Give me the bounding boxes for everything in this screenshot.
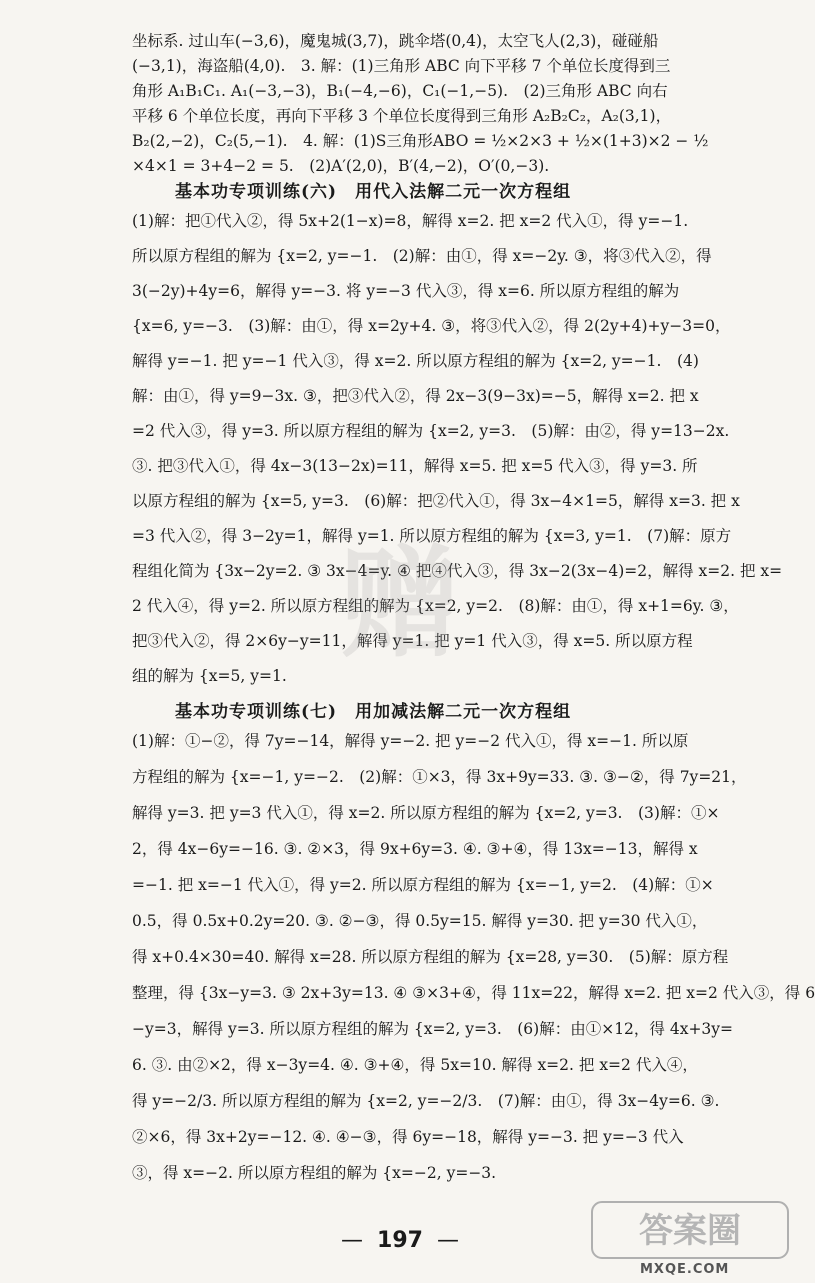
text-line: ③. 把③代入①，得 4x−3(13−2x)=11，解得 x=5. 把 x=5 代入③，得 y=3. 所 bbox=[132, 457, 698, 475]
logo-glyph-text: 答案圈 bbox=[639, 1211, 741, 1251]
section-heading-7: 基本功专项训练(七) 用加减法解二元一次方程组 bbox=[175, 702, 572, 722]
text-line: 角形 A₁B₁C₁. A₁(−3,−3)，B₁(−4,−6)，C₁(−1,−5). (2)三角形 ABC 向右 bbox=[132, 82, 668, 100]
text-line: ×4×1 = 3+4−2 = 5. (2)A′(2,0)，B′(4,−2)，O′(0,−3). bbox=[132, 157, 550, 175]
logo-domain-text: MXQE.COM bbox=[640, 1262, 730, 1277]
text-line: 所以原方程组的解为 {x=2, y=−1. (2)解：由①，得 x=−2y. ③，将③代入②，得 bbox=[132, 247, 712, 265]
text-line: 得 y=−2/3. 所以原方程组的解为 {x=2, y=−2/3. (7)解：由①，得 3x−4y=6. ③. bbox=[132, 1092, 720, 1110]
text-line: (1)解：①−②，得 7y=−14，解得 y=−2. 把 y=−2 代入①，得 x=−1. 所以原 bbox=[132, 732, 689, 750]
section-heading-6: 基本功专项训练(六) 用代入法解二元一次方程组 bbox=[175, 182, 572, 202]
text-line: 组的解为 {x=5, y=1. bbox=[132, 667, 287, 685]
text-line: 2，得 4x−6y=−16. ③. ②×3，得 9x+6y=3. ④. ③+④，得 13x=−13，解得 x bbox=[132, 840, 698, 858]
text-line: 把③代入②，得 2×6y−y=11，解得 y=1. 把 y=1 代入③，得 x=5. 所以原方程 bbox=[132, 632, 693, 650]
text-line: 6. ③. 由②×2，得 x−3y=4. ④. ③+④，得 5x=10. 解得 x=2. 把 x=2 代入④， bbox=[132, 1056, 698, 1074]
text-line: 解：由①，得 y=9−3x. ③，把③代入②，得 2x−3(9−3x)=−5，解得 x=2. 把 x bbox=[132, 387, 699, 405]
text-line: B₂(2,−2)，C₂(5,−1). 4. 解：(1)S三角形ABO = ½×2×3 + ½×(1+3)×2 − ½ bbox=[132, 132, 709, 150]
watermark-stamp: 赠 bbox=[340, 535, 460, 674]
text-line: 以原方程组的解为 {x=5, y=3. (6)解：把②代入①，得 3x−4×1=5，解得 x=3. 把 x bbox=[132, 492, 740, 510]
text-line: 平移 6 个单位长度，再向下平移 3 个单位长度得到三角形 A₂B₂C₂，A₂(3,1)， bbox=[132, 107, 672, 125]
text-line: 得 x+0.4×30=40. 解得 x=28. 所以原方程组的解为 {x=28, y=30. (5)解：原方程 bbox=[132, 948, 729, 966]
page-number-dash-left: — bbox=[341, 1228, 364, 1253]
page-number-dash-right: — bbox=[436, 1228, 459, 1253]
text-line: 程组化简为 {3x−2y=2. ③ 3x−4=y. ④ 把④代入③，得 3x−2(3x−4)=2，解得 x=2. 把 x= bbox=[132, 562, 783, 580]
text-line: 解得 y=−1. 把 y=−1 代入③，得 x=2. 所以原方程组的解为 {x=2, y=−1. (4) bbox=[132, 352, 699, 370]
text-line: 坐标系. 过山车(−3,6)，魔鬼城(3,7)，跳伞塔(0,4)，太空飞人(2,3)，碰碰船 bbox=[132, 32, 659, 50]
text-line: −y=3，解得 y=3. 所以原方程组的解为 {x=2, y=3. (6)解：由①×12，得 4x+3y= bbox=[132, 1020, 734, 1038]
page-number-value: 197 bbox=[377, 1228, 423, 1253]
text-line: 整理，得 {3x−y=3. ③ 2x+3y=13. ④ ③×3+④，得 11x=22，解得 x=2. 把 x=2 代入③，得 6 bbox=[132, 984, 815, 1002]
text-line: 方程组的解为 {x=−1, y=−2. (2)解：①×3，得 3x+9y=33. ③. ③−②，得 7y=21， bbox=[132, 768, 747, 786]
text-line: =2 代入③，得 y=3. 所以原方程组的解为 {x=2, y=3. (5)解：由②，得 y=13−2x. bbox=[132, 422, 730, 440]
text-line: (−3,1)，海盗船(4,0). 3. 解：(1)三角形 ABC 向下平移 7 个单位长度得到三 bbox=[132, 57, 671, 75]
text-line: ③，得 x=−2. 所以原方程组的解为 {x=−2, y=−3. bbox=[132, 1164, 497, 1182]
text-line: =3 代入②，得 3−2y=1，解得 y=1. 所以原方程组的解为 {x=3, y=1. (7)解：原方 bbox=[132, 527, 732, 545]
text-line: (1)解：把①代入②，得 5x+2(1−x)=8，解得 x=2. 把 x=2 代入①，得 y=−1. bbox=[132, 212, 689, 230]
text-line: {x=6, y=−3. (3)解：由①，得 x=2y+4. ③，将③代入②，得 2(2y+4)+y−3=0， bbox=[132, 317, 731, 335]
text-line: 0.5，得 0.5x+0.2y=20. ③. ②−③，得 0.5y=15. 解得 y=30. 把 y=30 代入①， bbox=[132, 912, 708, 930]
text-line: =−1. 把 x=−1 代入①，得 y=2. 所以原方程组的解为 {x=−1, y=2. (4)解：①× bbox=[132, 876, 714, 894]
text-line: 解得 y=3. 把 y=3 代入①，得 x=2. 所以原方程组的解为 {x=2, y=3. (3)解：①× bbox=[132, 804, 720, 822]
text-line: 3(−2y)+4y=6，解得 y=−3. 将 y=−3 代入③，得 x=6. 所以原方程组的解为 bbox=[132, 282, 680, 300]
text-line: 2 代入④，得 y=2. 所以原方程组的解为 {x=2, y=2. (8)解：由①，得 x+1=6y. ③， bbox=[132, 597, 739, 615]
text-line: ②×6，得 3x+2y=−12. ④. ④−③，得 6y=−18，解得 y=−3. 把 y=−3 代入 bbox=[132, 1128, 684, 1146]
